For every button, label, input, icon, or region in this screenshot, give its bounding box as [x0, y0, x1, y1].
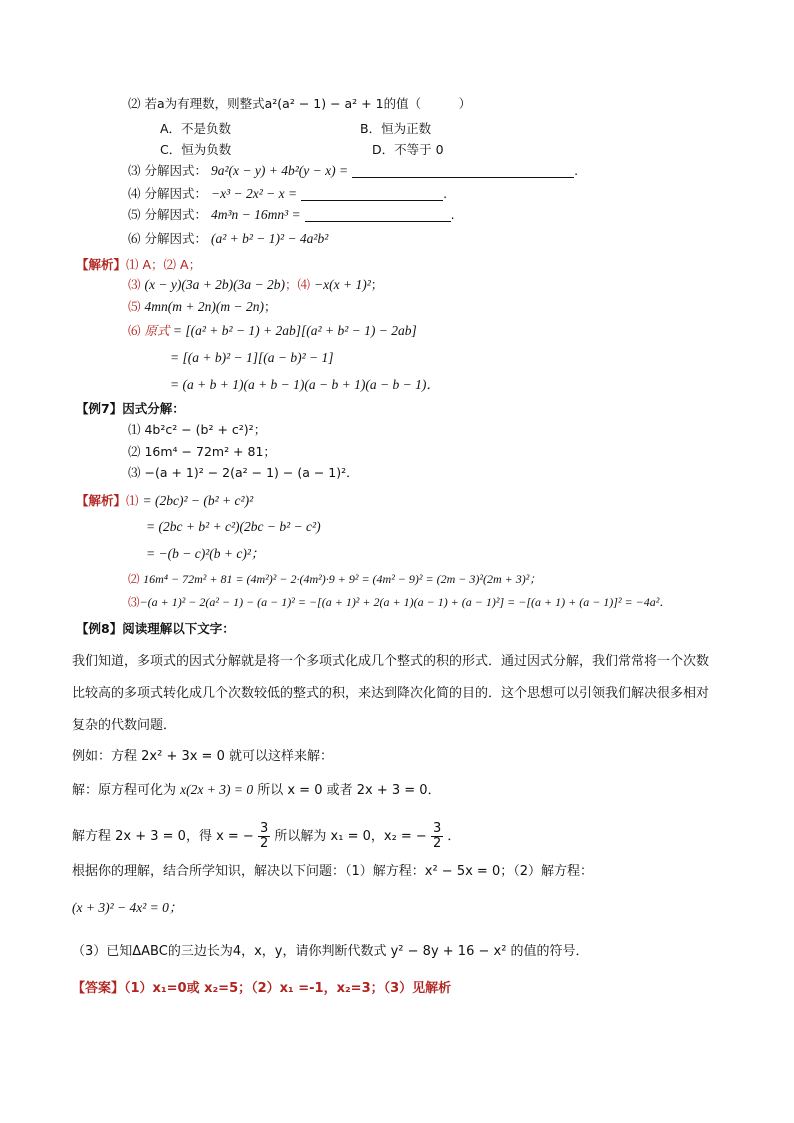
solution-1-item-4-label: ；⑷: [285, 277, 315, 292]
solution-1-answers-1-2: ⑴ A；⑵ A；: [126, 257, 202, 272]
example-8-line-4: 根据你的理解，结合所学知识，解决以下问题：（1）解方程：x² − 5x = 0；（2）解方程：: [72, 864, 593, 879]
q3-line: [128, 162, 578, 180]
q2-option-a: A．不是负数: [160, 121, 232, 136]
solution-1-line-3-end: ；: [263, 299, 277, 314]
solution-2-item-3-expr: −(a + 1)² − 2(a² − 1) − (a − 1)² = −[(a + 1)² + 2(a + 1)(a − 1) + (a − 1)²] = −[(a + 1) + (a − 1)]² = −4a²．: [139, 595, 672, 609]
q3-answer-blank[interactable]: [352, 163, 574, 178]
q4-line: [128, 185, 447, 203]
q4-label: ⑷ 分解因式：: [128, 186, 207, 201]
fraction-2-denominator: 2: [432, 836, 442, 851]
q3-period: .: [574, 163, 579, 178]
solution-2-line-2: = (2bc + b² + c²)(2bc − b² − c²): [146, 519, 321, 534]
solution-2-item-1-step-1: = (2bc)² − (b² + c²)²: [142, 493, 254, 508]
q5-answer-blank[interactable]: [305, 207, 451, 222]
q2-option-c: C．恒为负数: [160, 142, 232, 157]
solution-1-item-5-expr: 4mn(m + 2n)(m − 2n): [144, 299, 264, 314]
solution-1-line-5: = [(a + b)² − 1][(a − b)² − 1]: [170, 350, 334, 365]
example-8-line-5: (x + 3)² − 4x² = 0；: [72, 900, 183, 915]
example-7-title: 【例7】因式分解：: [76, 401, 185, 416]
solution-2-item-2-expr: 16m⁴ − 72m² + 81 = (4m²)² − 2·(4m²)·9 + 9² = (4m² − 9)² = (2m − 3)²(2m + 3)²；: [143, 572, 542, 586]
q2-option-b: B．恒为正数: [360, 121, 432, 136]
example-8-line-2-c: 所以 x = 0 或者 2x + 3 = 0．: [253, 783, 441, 798]
solution-1-item-6-label: ⑹: [128, 323, 145, 338]
example-7-q1: ⑴ 4b²c² − (b² + c²)²；: [128, 422, 267, 437]
example-8-title: 【例8】阅读理解以下文字：: [76, 621, 235, 636]
example-8-line-3-c: ．: [447, 829, 461, 844]
example-8-paragraph-text: 我们知道，多项式的因式分解就是将一个多项式化成几个整式的积的形式．通过因式分解，我们常常将一个次数比较高的多项式转化成几个次数较低的整式的积，来达到降次化简的目的．这个思想可以引领我们解决很多相对复杂的代数问题．: [72, 654, 710, 733]
q5-label: ⑸ 分解因式：: [128, 207, 207, 222]
solution-2-tag: 【解析】: [76, 493, 127, 508]
solution-1-item-4-expr: −x(x + 1)²: [314, 277, 371, 292]
q4-period: .: [443, 186, 448, 201]
solution-1-item-6-yuanshi: 原式: [144, 323, 170, 338]
q5-expression: 4m³n − 16mn³ =: [210, 207, 301, 222]
solution-2-line-1: [76, 492, 253, 510]
solution-1-line-2: [128, 276, 383, 294]
solution-1-line-2-end: ；: [370, 277, 384, 292]
example-8-paragraph: [72, 646, 720, 742]
solution-1-tag: 【解析】: [76, 257, 127, 272]
answer-tag: 【答案】: [72, 981, 125, 996]
solution-1-item-6-step-1: = [(a² + b² − 1) + 2ab][(a² + b² − 1) − 2ab]: [169, 323, 417, 338]
example-7-q2: ⑵ 16m⁴ − 72m² + 81；: [128, 444, 276, 459]
solution-1-line-6: = (a + b + 1)(a + b − 1)(a − b + 1)(a − b − 1)．: [170, 377, 440, 392]
example-8-line-6: （3）已知ΔABC的三边长为4，x，y，请你判断代数式 y² − 8y + 16 − x² 的值的符号．: [72, 944, 589, 959]
example-8-line-1: 例如：方程 2x² + 3x = 0 就可以这样来解：: [72, 749, 333, 764]
solution-2-item-1-label: ⑴: [126, 493, 143, 508]
solution-2-item-2-label: ⑵: [128, 572, 144, 586]
solution-2-line-3: = −(b − c)²(b + c)²；: [146, 546, 265, 561]
answer-text: （1）x₁=0或 x₂=5；（2）x₁ =-1，x₂=3；（3）见解析: [124, 981, 452, 996]
q5-line: [128, 206, 455, 224]
solution-1-item-3-expr: (x − y)(3a + 2b)(3a − 2b): [144, 277, 286, 292]
solution-1-line-4: [128, 322, 417, 340]
q4-expression: −x³ − 2x² − x =: [210, 186, 298, 201]
example-8-line-3: [72, 822, 460, 851]
solution-2-item-3-label: ⑶: [128, 595, 140, 609]
example-8-line-2: [72, 781, 441, 800]
q4-answer-blank[interactable]: [301, 186, 443, 201]
solution-1-line-1: [76, 256, 201, 274]
q6-expression: (a² + b² − 1)² − 4a²b²: [210, 231, 329, 246]
q3-expression: 9a²(x − y) + 4b²(y − x) =: [210, 163, 349, 178]
solution-2-line-5: [128, 593, 671, 611]
fraction-2-numerator: 3: [432, 821, 442, 836]
answer-line: [72, 980, 451, 998]
example-8-line-2-a: 解：原方程可化为: [72, 783, 181, 798]
example-7-q3: ⑶ −(a + 1)² − 2(a² − 1) − (a − 1)²．: [128, 465, 359, 480]
example-8-line-2-expr: x(2x + 3) = 0: [180, 782, 254, 797]
solution-1-line-3: [128, 298, 276, 316]
example-8-line-3-b: 所以解为 x₁ = 0，x₂ = −: [274, 829, 427, 844]
solution-1-item-5-label: ⑸: [128, 299, 145, 314]
q3-label: ⑶ 分解因式：: [128, 163, 207, 178]
solution-2-line-4: [128, 570, 541, 588]
example-8-line-3-a: 解方程 2x + 3 = 0，得 x = −: [72, 829, 254, 844]
fraction-1-denominator: 2: [259, 836, 269, 851]
q2-option-d: D．不等于 0: [372, 142, 444, 157]
fraction-three-halves-1: [258, 822, 270, 851]
q6-label: ⑹ 分解因式：: [128, 231, 207, 246]
q5-period: .: [450, 207, 455, 222]
q6-line: [128, 230, 328, 248]
q2-stem: ⑵ 若a为有理数，则整式a²(a² − 1) − a² + 1的值（ ）: [128, 96, 472, 111]
fraction-1-numerator: 3: [259, 821, 269, 836]
fraction-three-halves-2: [431, 822, 443, 851]
solution-1-item-3-label: ⑶: [128, 277, 145, 292]
